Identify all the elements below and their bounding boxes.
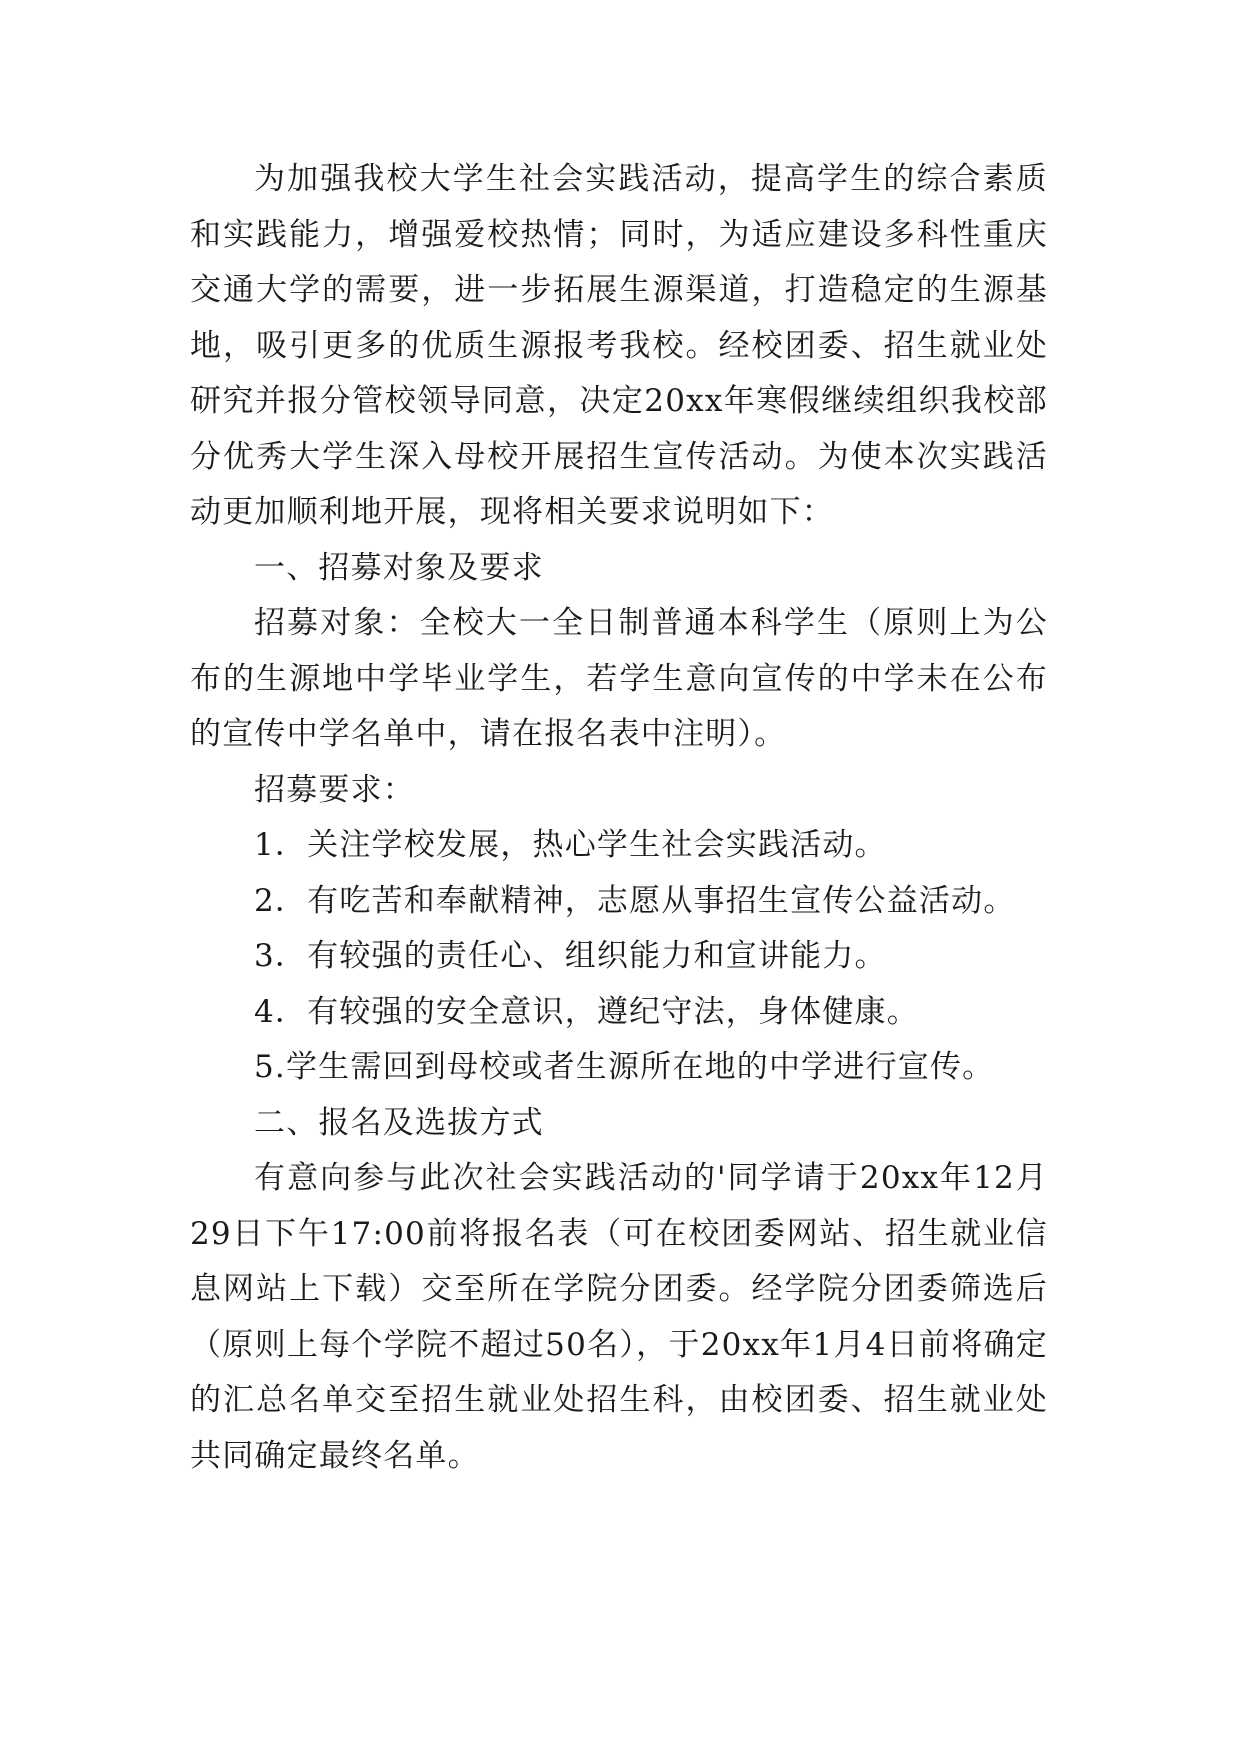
requirement-item-1: 1．关注学校发展，热心学生社会实践活动。 [254,827,887,863]
section-heading-registration: 二、报名及选拔方式 [254,1104,544,1141]
recruitment-requirements-label: 招募要求： [254,771,415,808]
intro-paragraph: 为加强我校大学生社会实践活动，提高学生的综合素质和实践能力，增强爱校热情；同时，为适应建设多科性重庆交通大学的需要，进一步拓展生源渠道，打造稳定的生源基地，吸引更多的优质生源报考我校。经校团委、招生就业处研究并报分管校领导同意，决定20xx年寒假继续组织我校部分优秀大学生深入母校开展招生宣传活动。为使本次实践活动更加顺利地开展，现将相关要求说明如下： [190,161,1048,530]
recruitment-target-paragraph: 招募对象：全校大一全日制普通本科学生（原则上为公布的生源地中学毕业学生，若学生意向宣传的中学未在公布的宣传中学名单中，请在报名表中注明）。 [190,605,1048,752]
requirement-item-4: 4．有较强的安全意识，遵纪守法，身体健康。 [254,993,919,1030]
section-heading-recruitment: 一、招募对象及要求 [254,549,544,586]
registration-paragraph: 有意向参与此次社会实践活动的'同学请于20xx年12月29日下午17:00前将报名表（可在校团委网站、招生就业信息网站上下载）交至所在学院分团委。经学院分团委筛选后（原则上每个学院不超过50名），于20xx年1月4日前将确定的汇总名单交至招生就业处招生科，由校团委、招生就业处共同确定最终名单。 [190,1160,1048,1474]
requirement-item-5: 5.学生需回到母校或者生源所在地的中学进行宣传。 [254,1049,995,1085]
requirement-item-2: 2．有吃苦和奉献精神，志愿从事招生宣传公益活动。 [254,882,1016,919]
document-body [190,152,1048,1484]
requirement-item-3: 3．有较强的责任心、组织能力和宣讲能力。 [254,938,887,974]
